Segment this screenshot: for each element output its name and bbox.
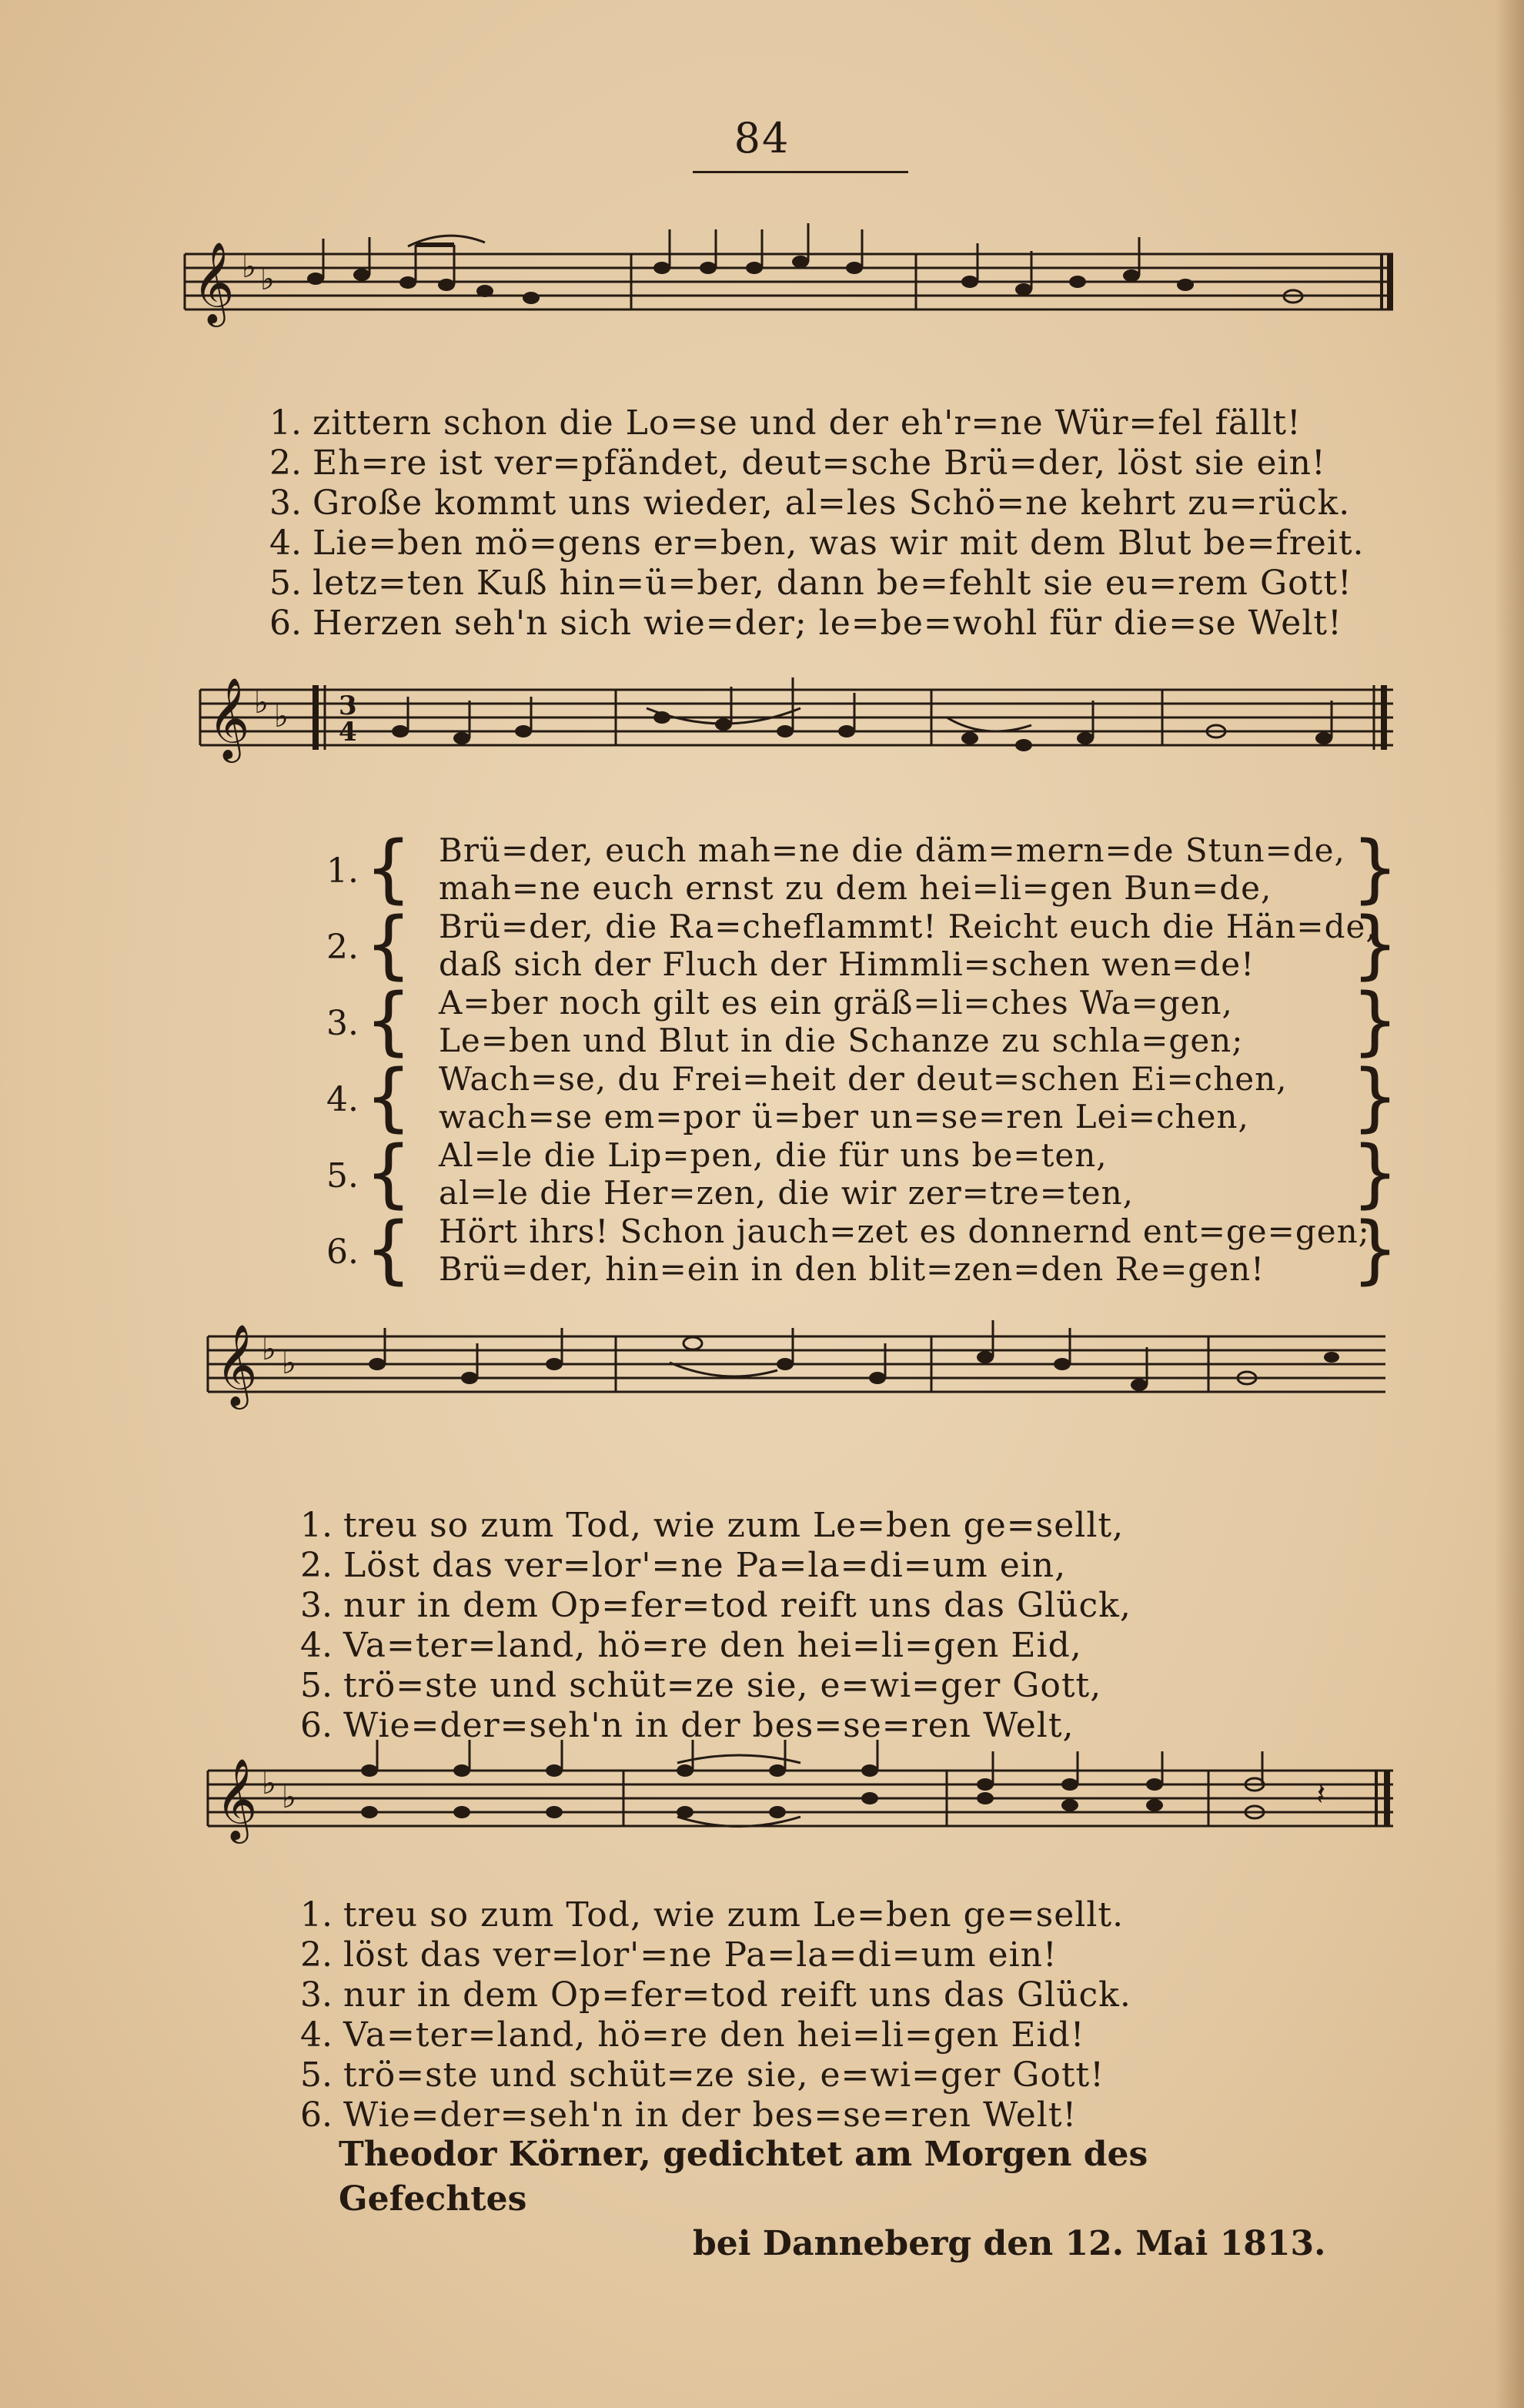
stanza-line: Hört ihrs! Schon jauch=zet es donnernd ent=ge=gen; xyxy=(439,1212,1370,1250)
stanza-number: 5. xyxy=(326,1156,359,1196)
stanza-lines xyxy=(439,984,1347,1059)
time-signature-bottom: 4 xyxy=(339,717,357,747)
lyric-line xyxy=(300,1666,1131,1706)
lyric-text: Wie=der=seh'n in der bes=se=ren Welt, xyxy=(343,1706,1074,1745)
right-brace-icon: } xyxy=(1352,1206,1399,1293)
stanza-line: Brü=der, hin=ein in den blit=zen=den Re=gen! xyxy=(439,1250,1265,1288)
svg-text:♭: ♭ xyxy=(262,1766,276,1801)
lyric-line xyxy=(300,2015,1131,2055)
stanza-line: Wach=se, du Frei=heit der deut=schen Ei=chen, xyxy=(439,1060,1288,1098)
lyric-line xyxy=(300,1975,1131,2015)
stanza-lines xyxy=(439,1060,1347,1135)
stanza-number: 2. xyxy=(326,928,359,967)
svg-text:♭: ♭ xyxy=(282,1346,296,1381)
lyric-line xyxy=(300,1586,1131,1626)
lyrics-block-4 xyxy=(300,1895,1131,2135)
lyric-text: treu so zum Tod, wie zum Le=ben ge=sellt, xyxy=(343,1506,1125,1545)
verse-number: 4. xyxy=(300,2015,333,2055)
lyric-text: Va=ter=land, hö=re den hei=li=gen Eid! xyxy=(343,2015,1085,2055)
page-number: 84 xyxy=(734,114,790,162)
stanza-lines xyxy=(439,1212,1370,1288)
lyric-line xyxy=(269,523,1365,564)
svg-text:♭: ♭ xyxy=(254,685,269,721)
staff-1-notation xyxy=(185,223,1393,331)
stanza-number: 3. xyxy=(326,1004,359,1043)
lyric-text: trö=ste und schüt=ze sie, e=wi=ger Gott, xyxy=(343,1666,1102,1705)
verse-number: 4. xyxy=(269,523,302,563)
lyrics-block-3 xyxy=(300,1506,1131,1746)
stanza-number: 1. xyxy=(326,851,359,891)
lyric-line xyxy=(269,483,1365,523)
lyric-line xyxy=(300,1626,1131,1666)
lyric-text: nur in dem Op=fer=tod reift uns das Glück. xyxy=(343,1975,1131,2015)
lyrics-block-1 xyxy=(269,403,1365,644)
svg-text:𝄞: 𝄞 xyxy=(192,241,235,323)
right-brace-icon: } xyxy=(1352,1054,1399,1140)
left-brace-icon: { xyxy=(365,1130,413,1216)
verse-number: 6. xyxy=(300,2095,333,2135)
stanza-line: daß sich der Fluch der Himmli=schen wen=de! xyxy=(439,945,1255,983)
right-brace-icon: } xyxy=(1352,978,1399,1064)
lyric-text: nur in dem Op=fer=tod reift uns das Glück, xyxy=(343,1586,1131,1625)
stanza-number: 6. xyxy=(326,1232,359,1272)
left-brace-icon: { xyxy=(365,1206,413,1293)
verse-number: 2. xyxy=(269,443,302,483)
verse-number: 2. xyxy=(300,1546,333,1585)
staff-2-notation xyxy=(185,662,1393,770)
left-brace-icon: { xyxy=(365,978,413,1064)
music-staff-2 xyxy=(185,662,1393,770)
page-edge-shadow xyxy=(1495,0,1524,2408)
lyric-text: Löst das ver=lor'=ne Pa=la=di=um ein, xyxy=(343,1546,1067,1585)
stanza-line: Brü=der, euch mah=ne die däm=mern=de Stun=de, xyxy=(439,831,1345,869)
credit-line: bei Danneberg den 12. Mai 1813. xyxy=(693,2224,1326,2263)
lyric-text: Lie=ben mö=gens er=ben, was wir mit dem Blut be=freit. xyxy=(312,523,1365,563)
lyric-text: Eh=re ist ver=pfändet, deut=sche Brü=der, löst sie ein! xyxy=(312,443,1326,483)
lyric-line xyxy=(300,1895,1131,1935)
stanza-line: Al=le die Lip=pen, die für uns be=ten, xyxy=(439,1136,1108,1174)
lyric-line xyxy=(269,604,1365,644)
lyric-text: Herzen seh'n sich wie=der; le=be=wohl für die=se Welt! xyxy=(312,604,1342,643)
verse-number: 4. xyxy=(300,1626,333,1665)
right-brace-icon: } xyxy=(1352,1130,1399,1216)
stanza-number: 4. xyxy=(326,1080,359,1119)
verse-number: 1. xyxy=(269,403,302,443)
verse-number: 3. xyxy=(300,1586,333,1625)
verse-number: 3. xyxy=(269,483,302,523)
stanza-lines xyxy=(439,831,1347,907)
lyric-text: treu so zum Tod, wie zum Le=ben ge=sellt. xyxy=(343,1895,1125,1935)
music-staff-1 xyxy=(185,223,1393,331)
stanza-line: mah=ne euch ernst zu dem hei=li=gen Bun=de, xyxy=(439,869,1272,907)
credit-line: Theodor Körner, gedichtet am Morgen des Gefechtes xyxy=(339,2135,1148,2219)
music-staff-3 xyxy=(185,1309,1393,1416)
lyric-text: Va=ter=land, hö=re den hei=li=gen Eid, xyxy=(343,1626,1082,1665)
verse-number: 5. xyxy=(300,2055,333,2095)
lyric-line xyxy=(300,1546,1131,1586)
lyric-text: trö=ste und schüt=ze sie, e=wi=ger Gott! xyxy=(343,2055,1105,2095)
music-staff-4 xyxy=(185,1740,1393,1848)
verse-number: 6. xyxy=(300,1706,333,1745)
verse-number: 2. xyxy=(300,1935,333,1975)
stanza-line: Brü=der, die Ra=cheflammt! Reicht euch die Hän=de, xyxy=(439,908,1377,945)
verse-number: 1. xyxy=(300,1895,333,1935)
time-signature-top: 3 xyxy=(339,691,357,721)
svg-text:♭: ♭ xyxy=(262,1332,276,1367)
svg-text:♭: ♭ xyxy=(274,699,289,734)
lyric-text: Große kommt uns wieder, al=les Schö=ne kehrt zu=rück. xyxy=(312,483,1351,523)
lyric-line xyxy=(300,1506,1131,1546)
lyric-line xyxy=(269,564,1365,604)
verse-number: 5. xyxy=(300,1666,333,1705)
page-number-rule xyxy=(693,171,908,173)
stanza-lines xyxy=(439,1136,1347,1212)
verse-number: 5. xyxy=(269,564,302,603)
svg-text:♭: ♭ xyxy=(282,1780,296,1815)
svg-text:𝄞: 𝄞 xyxy=(216,1758,258,1840)
lyric-line xyxy=(269,403,1365,443)
left-brace-icon: { xyxy=(365,1054,413,1140)
lyric-line xyxy=(300,2095,1131,2135)
stanza-line: Le=ben und Blut in die Schanze zu schla=gen; xyxy=(439,1022,1244,1059)
svg-text:𝄞: 𝄞 xyxy=(216,1323,258,1406)
lyric-text: letz=ten Kuß hin=ü=ber, dann be=fehlt sie eu=rem Gott! xyxy=(312,564,1352,603)
lyric-line xyxy=(269,443,1365,483)
poem-credit xyxy=(339,2132,1339,2266)
lyric-line xyxy=(300,2055,1131,2095)
left-brace-icon: { xyxy=(365,825,413,911)
stanza-line: al=le die Her=zen, die wir zer=tre=ten, xyxy=(439,1174,1135,1212)
left-brace-icon: { xyxy=(365,901,413,988)
lyric-line xyxy=(300,1935,1131,1975)
lyric-text: Wie=der=seh'n in der bes=se=ren Welt! xyxy=(343,2095,1078,2135)
staff-4-notation xyxy=(185,1740,1393,1848)
svg-text:♭: ♭ xyxy=(242,249,256,285)
lyric-text: löst das ver=lor'=ne Pa=la=di=um ein! xyxy=(343,1935,1058,1975)
lyric-text: zittern schon die Lo=se und der eh'r=ne Wür=fel fällt! xyxy=(312,403,1302,443)
staff-3-notation xyxy=(185,1309,1393,1416)
verse-number: 1. xyxy=(300,1506,333,1545)
svg-text:♭: ♭ xyxy=(260,262,275,297)
right-brace-icon: } xyxy=(1352,901,1399,988)
svg-text:𝄞: 𝄞 xyxy=(208,677,250,759)
stanza-lines xyxy=(439,908,1377,983)
verse-number: 6. xyxy=(269,604,302,643)
verse-number: 3. xyxy=(300,1975,333,2015)
svg-text:𝄽: 𝄽 xyxy=(1316,1777,1326,1812)
stanza-line: wach=se em=por ü=ber un=se=ren Lei=chen, xyxy=(439,1098,1249,1135)
right-brace-icon: } xyxy=(1352,825,1399,911)
stanza-line: A=ber noch gilt es ein gräß=li=ches Wa=gen, xyxy=(439,984,1233,1022)
